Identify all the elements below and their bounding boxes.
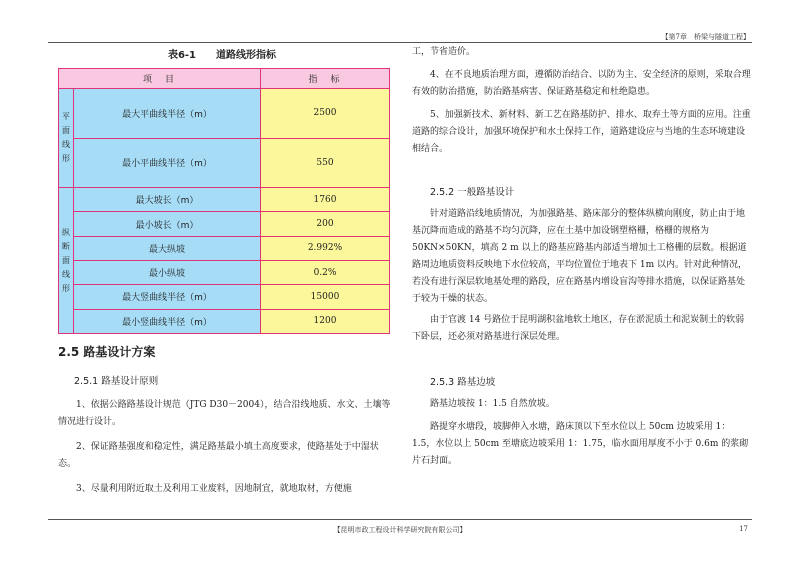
- row-value: 15000: [261, 285, 390, 309]
- row-name: 最小竖曲线半径（m）: [74, 309, 261, 333]
- row-value: 1760: [261, 188, 390, 212]
- paragraph: 由于官渡 14 号路位于昆明湖积盆地软土地区，存在淤泥质土和泥炭制土的软弱下卧层，还必须对路基进行深层处理。: [412, 315, 745, 342]
- header-rule: [48, 42, 752, 43]
- row-name: 最大平曲线半径（m）: [74, 89, 261, 139]
- row-name: 最小坡长（m）: [74, 212, 261, 236]
- row-name: 最大竖曲线半径（m）: [74, 285, 261, 309]
- row-name: 最小平曲线半径（m）: [74, 138, 261, 188]
- row-value: 1200: [261, 309, 390, 333]
- table-row: [59, 89, 390, 139]
- section-title: 2.5 路基设计方案: [58, 345, 156, 359]
- table-row: [59, 212, 390, 236]
- col-header-item: 项 目: [59, 69, 261, 89]
- row-name: 最小纵坡: [74, 260, 261, 284]
- page-number: 17: [739, 525, 748, 533]
- row-name: 最大纵坡: [74, 236, 261, 260]
- group-horizontal-alignment: 平面线形: [59, 89, 74, 188]
- col-header-value: 指 标: [261, 69, 390, 89]
- table-row: [59, 309, 390, 333]
- paragraph: 针对道路沿线地质情况，为加强路基、路床部分的整体纵横向刚度，防止由于地基沉降而造成的路基不均匀沉降，应在土基中加设钢塑格栅，格栅的规格为 50KN×50KN，填高 2 m 以上的路基应路基内部适当增加土工格栅的层数。根据道路周边地质资料反映地下水位较高，平均位置位于地表下 1m 以内。针对此种情况，若没有进行深层软地基处理的路段，应在路基内增设盲沟等排水措施，以保证路基处于较为干燥的状态。: [412, 209, 747, 304]
- paragraph: 2、保证路基强度和稳定性，满足路基最小填土高度要求，使路基处于中湿状态。: [58, 442, 379, 469]
- road-alignment-table: [58, 68, 390, 334]
- table-row: [59, 260, 390, 284]
- right-body-top: [412, 44, 752, 158]
- paragraph: 路基边坡按 1：1.5 自然放坡。: [430, 399, 555, 409]
- row-value: 2.992%: [261, 236, 390, 260]
- right-body-middle: [412, 206, 752, 346]
- table-title: 表6-1 道路线形指标: [167, 50, 277, 61]
- row-name: 最大坡长（m）: [74, 188, 261, 212]
- row-value: 550: [261, 138, 390, 188]
- paragraph: 路提穿水塘段，坡脚伸入水塘，路床顶以下至水位以上 50cm 边坡采用 1：1.5，水位以上 50cm 至塘底边坡采用 1：1.75，临水面用厚度不小于 0.6m 的浆砌片石封面。: [412, 422, 749, 466]
- right-body-bottom: [412, 396, 752, 470]
- paragraph: 工，节省造价。: [412, 47, 476, 57]
- subsection-title-general: 2.5.2 一般路基设计: [430, 187, 515, 198]
- table-row: [59, 236, 390, 260]
- paragraph: 5、加强新技术、新材料、新工艺在路基防护、排水、取弃土等方面的应用。注重道路的综合设计，加强环境保护和水土保持工作，道路建设应与当地的生态环境建设相结合。: [412, 110, 751, 154]
- paragraph: 1、依据公路路基设计规范（JTG D30－2004），结合沿线地质、水文、土壤等情况进行设计。: [58, 400, 391, 427]
- subsection-title-principles: 2.5.1 路基设计原则: [74, 376, 159, 387]
- footer-rule: [48, 519, 752, 520]
- table-row: [59, 188, 390, 212]
- table-header-row: [59, 69, 390, 89]
- row-value: 200: [261, 212, 390, 236]
- subsection-title-slope: 2.5.3 路基边坡: [430, 377, 496, 388]
- footer-organization: 【昆明市政工程设计科学研究院有限公司】: [333, 526, 467, 534]
- left-body: [58, 397, 394, 498]
- table-row: [59, 138, 390, 188]
- group-vertical-alignment: 纵断面线形: [59, 188, 74, 334]
- table-row: [59, 285, 390, 309]
- paragraph: 3、尽量利用附近取土及利用工业废料，因地制宜，就地取材，方便施: [76, 484, 352, 494]
- row-value: 0.2%: [261, 260, 390, 284]
- paragraph: 4、在不良地质治理方面，遵循防治结合、以防为主、安全经济的原则，采取合理有效的防治措施，防治路基病害、保证路基稳定和杜绝隐患。: [412, 70, 751, 97]
- row-value: 2500: [261, 89, 390, 139]
- chapter-header: 【第7章 桥梁与隧道工程】: [661, 33, 750, 41]
